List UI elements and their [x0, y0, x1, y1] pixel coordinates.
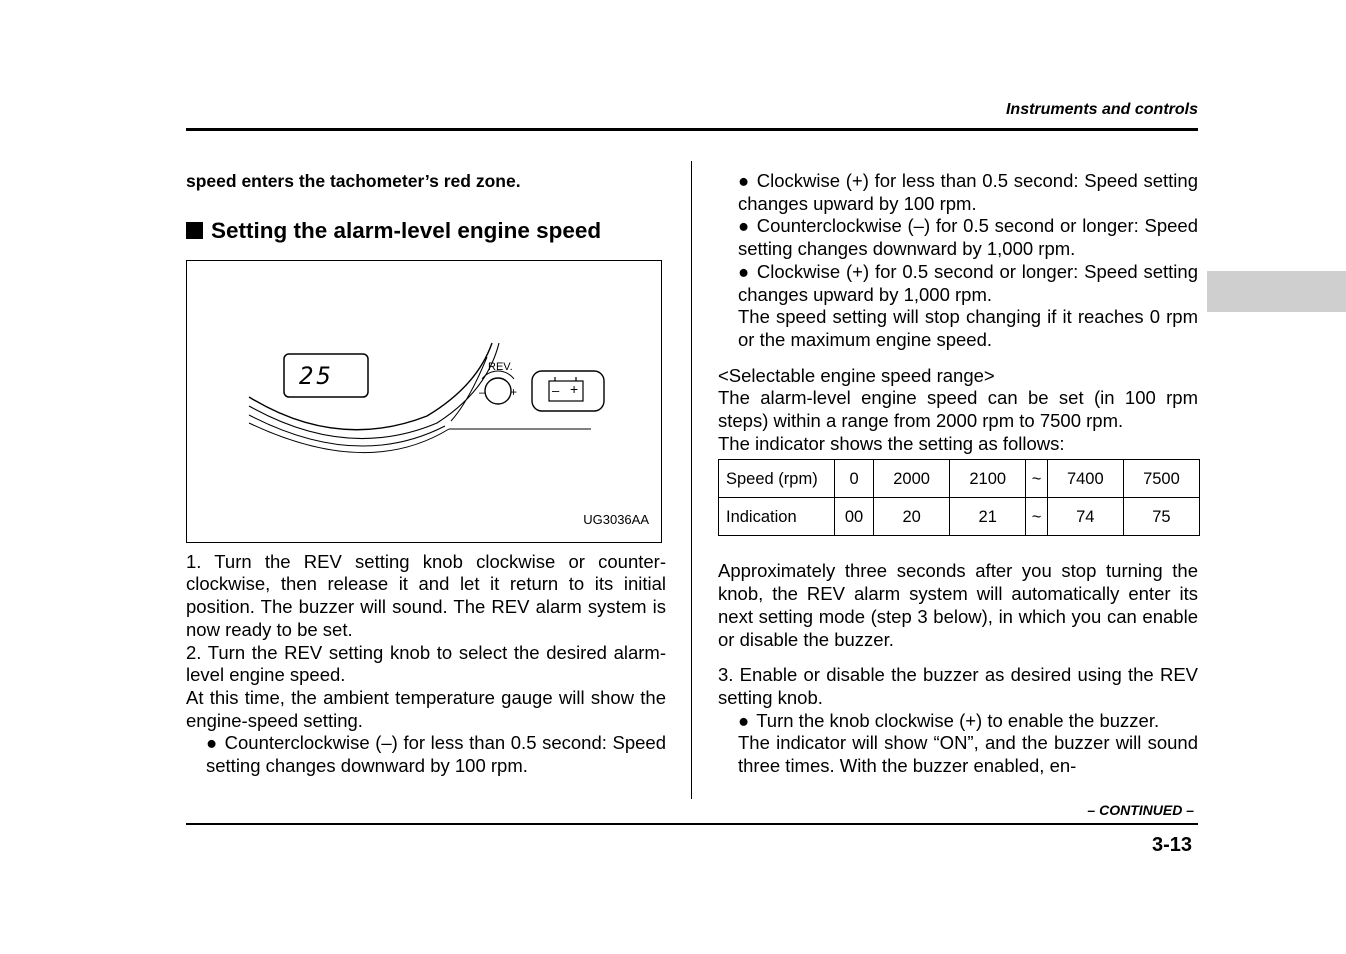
bullet-dot-icon: ●	[206, 732, 218, 754]
section-heading-text: Setting the alarm-level engine speed	[211, 217, 602, 243]
after-table-text: Approximately three seconds after you stop turning the knob, the REV alarm system will automatically enter its next setting mode (step 3 below), in which you can enable or disable the buzzer.	[718, 560, 1198, 650]
bullet-text: Clockwise (+) for less than 0.5 second: Speed setting changes upward by 100 rpm.	[738, 170, 1198, 214]
step1: 1. Turn the REV setting knob clockwise or counter-clockwise, then release it and let it return to its initial position. The buzzer will sound. The REV alarm system is now ready to be set.	[186, 550, 666, 640]
bullet-item	[718, 215, 1198, 260]
table-cell: 2000	[874, 460, 950, 498]
table-cell: ~	[1026, 460, 1047, 498]
range-heading: <Selectable engine speed range>	[718, 364, 995, 386]
column-divider	[691, 161, 692, 799]
gauge-illustration	[187, 261, 661, 542]
bullet-dot-icon: ●	[738, 170, 750, 191]
table-cell: 21	[950, 498, 1026, 536]
step2-note: At this time, the ambient temperature gauge will show the engine-speed setting.	[186, 686, 666, 731]
lead-text: speed enters the tachometer’s red zone.	[186, 171, 521, 191]
square-bullet-icon	[186, 222, 203, 239]
table-cell: 7500	[1123, 460, 1199, 498]
lcd-value: 25	[299, 361, 334, 390]
table-cell: ~	[1026, 498, 1047, 536]
battery-plus: +	[570, 380, 579, 397]
bullet-dot-icon: ●	[738, 215, 750, 237]
speed-table	[718, 459, 1200, 536]
table-cell: 20	[874, 498, 950, 536]
knob-plus: +	[510, 384, 518, 399]
indicator-text: The indicator shows the setting as follows:	[718, 432, 1065, 454]
table-cell: 0	[835, 460, 874, 498]
table-cell: 74	[1047, 498, 1123, 536]
step3-note: The indicator will show “ON”, and the buzzer will sound three times. With the buzzer enabled, en-	[738, 732, 1198, 777]
bullet-dot-icon: ●	[738, 260, 750, 282]
bullet-item	[186, 732, 666, 777]
table-cell: 2100	[950, 460, 1026, 498]
bullet-item	[718, 710, 1198, 733]
bullet-item	[718, 170, 1198, 215]
bullet-text: Counterclockwise (–) for 0.5 second or longer: Speed setting changes downward by 1,000 rpm.	[738, 215, 1198, 260]
range-text: The alarm-level engine speed can be set (in 100 rpm steps) within a range from 2000 rpm to 7500 rpm.	[718, 387, 1198, 432]
bullet-note: The speed setting will stop changing if it reaches 0 rpm or the maximum engine speed.	[738, 306, 1198, 350]
page-number: 3-13	[1151, 834, 1192, 856]
knob-minus: –	[479, 384, 486, 399]
figure-code: UG3036AA	[583, 512, 649, 527]
right-column	[718, 170, 1198, 778]
header-rule	[186, 128, 1198, 131]
step2: 2. Turn the REV setting knob to select the desired alarm-level engine speed.	[186, 641, 666, 686]
battery-minus: –	[552, 382, 560, 398]
running-header: Instruments and controls	[1005, 101, 1198, 118]
table-row	[719, 498, 1200, 536]
bullet-item	[718, 261, 1198, 306]
bullet-text: Turn the knob clockwise (+) to enable the buzzer.	[756, 709, 1160, 731]
step3: 3. Enable or disable the buzzer as desired using the REV setting knob.	[718, 664, 1198, 708]
table-row	[719, 460, 1200, 498]
continued-label: – CONTINUED –	[1087, 802, 1194, 818]
footer-rule	[186, 823, 1198, 825]
knob-label: REV.	[488, 360, 513, 373]
table-cell: Indication	[719, 498, 835, 536]
table-cell: 75	[1123, 498, 1199, 536]
bullet-text: Counterclockwise (–) for less than 0.5 second: Speed setting changes downward by 100 rpm.	[206, 732, 666, 777]
table-cell: Speed (rpm)	[719, 460, 835, 498]
section-heading	[186, 218, 666, 244]
left-column	[186, 170, 666, 778]
bullet-text: Clockwise (+) for 0.5 second or longer: Speed setting changes upward by 1,000 rpm.	[738, 260, 1198, 305]
table-cell: 00	[835, 498, 874, 536]
bullet-dot-icon: ●	[738, 709, 750, 731]
figure-gauge	[186, 260, 662, 543]
table-cell: 7400	[1047, 460, 1123, 498]
chapter-tab	[1207, 271, 1346, 312]
